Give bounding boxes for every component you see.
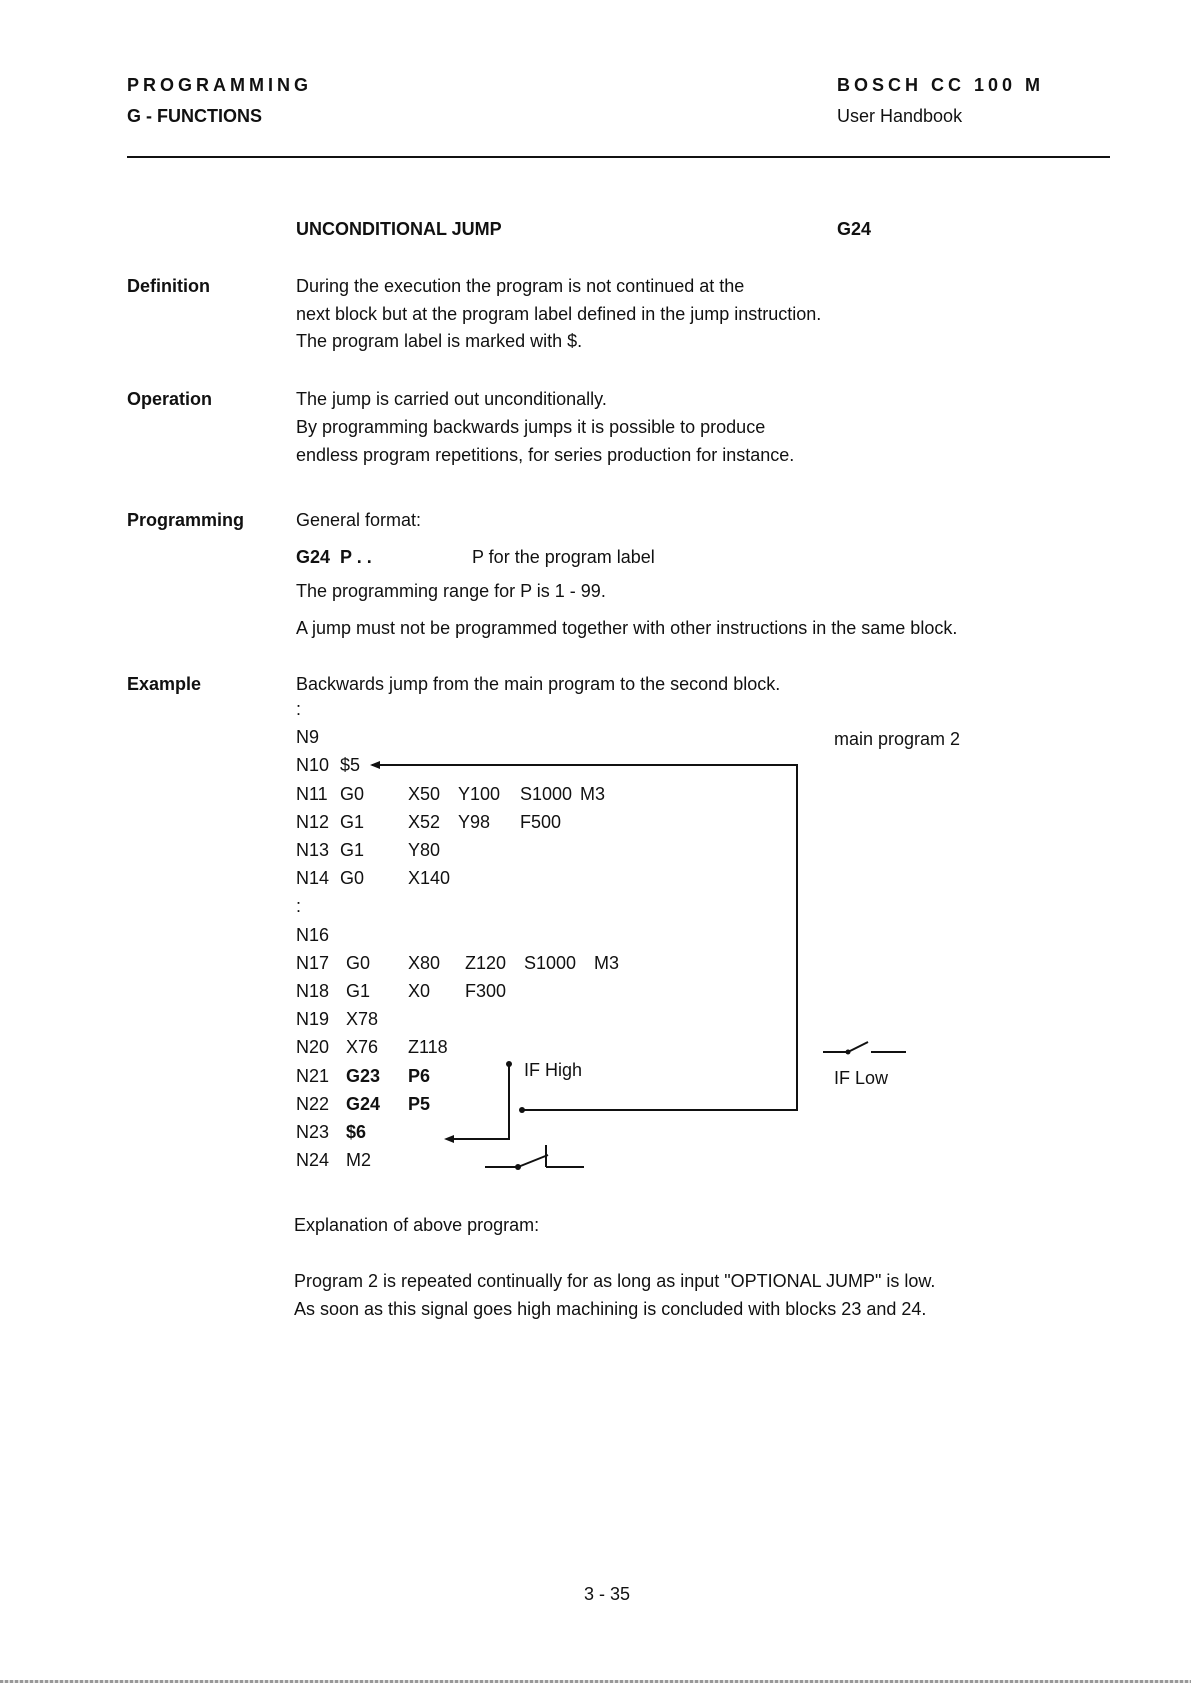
code-cell: G1 [346, 981, 371, 1001]
code-cell: N20 [296, 1037, 330, 1058]
code-cell: X52 [408, 811, 441, 832]
example-intro: Backwards jump from the main program to the second block. [296, 674, 781, 694]
code-cell: G0 [346, 952, 371, 973]
code-cell: X78 [346, 1009, 379, 1030]
code-cell: G0 [340, 783, 365, 804]
code-cell: G1 [340, 811, 365, 832]
explanation-line: As soon as this signal goes high machining is concluded with blocks 23 and 24. [294, 1299, 927, 1319]
operation-line: endless program repetitions, for series production for instance. [296, 445, 795, 465]
format-label: General format: [296, 510, 422, 530]
code-cell: N21 [296, 1065, 330, 1086]
code-cell: N14 [296, 868, 330, 889]
dot-icon [519, 1107, 525, 1113]
code-cell: N18 [296, 981, 330, 1001]
format-code: G24 P . . [296, 547, 372, 567]
dot-icon [846, 1050, 851, 1055]
definition-line: The program label is marked with $. [296, 331, 583, 351]
format-desc: P for the program label [472, 547, 655, 567]
code-cell: Z118 [408, 1037, 448, 1058]
definition-line: During the execution the program is not continued at the [296, 276, 745, 296]
code-cell: M2 [346, 1150, 372, 1171]
header-left-title: PROGRAMMING [127, 75, 312, 95]
programming-note: A jump must not be programmed together with other instructions in the same block. [296, 618, 958, 638]
code-cell: X0 [408, 981, 431, 1001]
dot-icon [515, 1164, 521, 1170]
arrow-head-icon [370, 761, 380, 769]
operation-line: By programming backwards jumps it is possible to produce [296, 417, 766, 437]
header-left-subtitle: G - FUNCTIONS [127, 106, 262, 126]
dot-icon [506, 1061, 512, 1067]
code-cell: F300 [465, 981, 507, 1001]
section-title: UNCONDITIONAL JUMP [296, 219, 502, 239]
code-cell: N13 [296, 840, 330, 860]
definition-label: Definition [127, 276, 210, 296]
scan-edge [0, 1680, 1191, 1683]
code-cell: X140 [408, 868, 451, 889]
switch-low-contact [848, 1042, 868, 1052]
code-cell: P6 [408, 1065, 431, 1086]
code-cell: M3 [580, 783, 606, 804]
code-cell: N19 [296, 1009, 330, 1030]
if-low-label: IF Low [834, 1068, 889, 1088]
code-cell: X50 [408, 783, 441, 804]
code-cell: S1000 [524, 952, 577, 973]
definition-line: next block but at the program label defined in the jump instruction. [296, 304, 822, 324]
code-cell: N12 [296, 811, 330, 832]
switch-high-contact [518, 1155, 548, 1167]
code-cell: N9 [296, 727, 320, 748]
code-cell: X80 [408, 952, 441, 973]
code-cell: N17 [296, 952, 330, 973]
operation-label: Operation [127, 389, 213, 409]
code-cell: N22 [296, 1093, 330, 1114]
code-cell: N11 [296, 783, 328, 804]
code-cell: $5 [340, 755, 361, 776]
code-cell: Y80 [408, 840, 441, 860]
code-cell: F500 [520, 811, 562, 832]
operation-line: The jump is carried out unconditionally. [296, 389, 607, 409]
programming-label: Programming [127, 510, 245, 530]
code-cell: N10 [296, 755, 330, 776]
code-cell: N23 [296, 1122, 330, 1142]
code-cell: G1 [340, 840, 365, 860]
code-cell: M3 [594, 952, 620, 973]
code-cell: N24 [296, 1150, 330, 1171]
code-cell: : [296, 699, 302, 719]
section-code: G24 [837, 219, 872, 239]
programming-range: The programming range for P is 1 - 99. [296, 581, 606, 601]
code-cell: Y100 [458, 783, 501, 804]
code-cell: P5 [408, 1093, 431, 1114]
arrow-head-icon [444, 1135, 454, 1143]
code-cell: G0 [340, 868, 365, 889]
if-high-line [448, 1066, 509, 1139]
code-cell: : [296, 896, 302, 917]
header-right-title: BOSCH CC 100 M [837, 75, 1045, 95]
explanation-line: Program 2 is repeated continually for as long as input "OPTIONAL JUMP" is low. [294, 1271, 936, 1291]
code-cell: Y98 [458, 811, 491, 832]
code-cell: G24 [346, 1093, 381, 1114]
jump-back-line [372, 765, 797, 1110]
code-cell: S1000 [520, 783, 573, 804]
code-cell: X76 [346, 1037, 379, 1058]
example-label: Example [127, 674, 202, 694]
code-cell: N16 [296, 924, 330, 945]
code-cell: $6 [346, 1122, 367, 1142]
main-program-label: main program 2 [834, 729, 961, 749]
explanation-title: Explanation of above program: [294, 1215, 540, 1235]
if-high-label: IF High [524, 1060, 583, 1080]
header-right-subtitle: User Handbook [837, 106, 963, 126]
code-cell: Z120 [465, 952, 507, 973]
page-number: 3 - 35 [584, 1584, 631, 1604]
code-cell: G23 [346, 1065, 381, 1086]
